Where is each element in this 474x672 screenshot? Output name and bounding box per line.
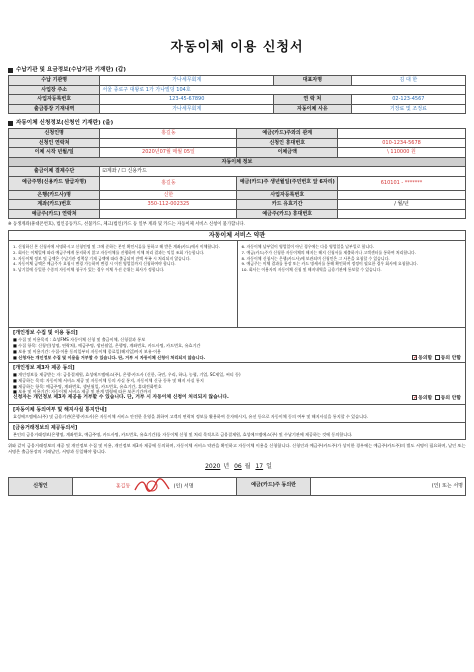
consent-item: ■ 제공하는 목적: 자동이체 서비스 제공 및 자동이체 동의 사실 통지, 자동이체 신규 등록 및 해지 사실 통지 [13,377,204,383]
collector-info-table [8,75,466,114]
section-1-heading: 수납기관 및 요금정보(수납기관 기재란) (갑) [8,66,466,75]
third-party-consent-heading: [개인정보 제3자 제공 동의] [13,365,75,372]
notice-block [8,405,466,423]
handwritten-signature-icon [132,478,172,494]
bank-value[interactable]: 신한 [100,190,237,200]
bank-label: 은행(카드사)명 [9,190,100,200]
date-year[interactable]: 2020 [205,463,221,470]
date-month[interactable]: 06 [234,463,242,470]
notice-heading: [자동이체 동의여부 및 해지사실 통지안내] [13,406,107,413]
holder-sign-label: 예금(카드)주 동의란 [237,477,310,495]
reason-label: 자동이체 사유 [274,104,352,114]
ceo-label: 대표자명 [274,76,352,86]
consent-item: ■ 보유 및 이용기간: 수집·이용 동의일부터 자동이체 종료일(해지일)까지 보유·이용 [13,348,161,354]
consent-item: ■ 수집 항목: 신청인(성명, 연락처), 예금주명, 생년월일, 은행명, 계좌번호, 카드사명, 카드번호, 유효기간 [13,343,201,349]
start-date-value[interactable]: 2020년07월 매월 05일 [100,148,237,158]
address-label: 사업장 주소 [9,85,100,95]
financial-info-block [8,423,466,441]
term-item: 4. 자동이체 금액은 예금주가 요청시 변경 가능하며 변경 시 이전 영업일까지 신청하여야 합니다. [13,261,176,267]
applicant-sign-field[interactable] [72,477,237,495]
term-item: 5. 납기일에 동일한 수종의 자동이체 청구가 있는 경우 이체 우선 순위는 회사가 정합니다. [13,266,165,272]
account-label: 계좌(카드)번호 [9,200,100,210]
third-party-disagree-checkbox[interactable] [435,395,440,400]
contact-value[interactable]: 02-123-4567 [351,95,465,105]
biz-number-value[interactable]: 123-45-67890 [100,95,274,105]
closing-statement: 위와 같이 금융거래정보의 제공 및 개인정보 수집 및 이용, 개인정보 제3자 제공에 동의하며, 자동이체 서비스 약관을 확인하고 자동이체 이용을 신청합니다. 신청인과 예금주(카드주)가 상이한 경우에는 예금주(카드주)의 별도 서명이 필요하며, 날인 또는 서명은 출금통장의 거래날인, 서명과 동일해야 합니다. [8,443,466,455]
holder-phone-label: 예금주(카드) 연락처 [9,209,100,219]
applicant-phone-label: 신청인 연락처 [9,138,100,148]
square-bullet-icon [8,121,13,126]
financial-info-text: 본인의 금융거래정보(은행명, 계좌번호, 예금주명, 카드사명, 카드번호, 유효기간)를 자동이체 신청 및 처리 목적으로 금융결제원, 효성에프엠에스(주) 및 수납기관에 제공하는 것에 동의합니다. [13,431,353,437]
terms-right-column [237,241,466,327]
relation-value[interactable] [338,129,466,139]
consent-item: ■ 제공하는 항목: 예금주명, 계좌번호, 생년월일, 카드번호, 유효기간, 휴대전화번호 [13,383,162,389]
biz-reg-label: 사업자등록번호 [237,190,338,200]
consent-item: ■ 보유 및 이용기간: 자동이체 서비스 제공 및 관계 법령에 따른 보존기간까지 [13,389,152,395]
date-day[interactable]: 17 [255,463,264,470]
holder-mobile-label: 예금주(카드) 휴대번호 [237,209,338,219]
holder-phone-value[interactable] [100,209,237,219]
applicant-sign-suffix: (인) 서명 [173,483,194,490]
amount-label: 이체금액 [237,148,338,158]
holder-sign-field[interactable]: (인) 또는 서명 [310,477,465,495]
privacy-consent-heading: [개인정보 수집 및 이용 동의] [13,330,78,337]
signature-table [8,477,466,496]
holder-name-value[interactable]: 홍길동 [100,176,237,190]
transfer-info-bar: 자동이체 정보 [9,157,466,167]
statement-value[interactable]: 가나세무회계 [100,104,274,114]
term-item: 1. 신청하신 본 신청서에 서명하시고 신청인명 및 그에 준하는 본인 확인서류를 통하고 해 받은 계좌(카드)에서 이체합니다. [13,244,220,250]
ceo-value[interactable]: 김 대 한 [351,76,465,86]
square-bullet-icon [8,68,13,73]
method-value[interactable]: ☑계좌 / ☐ 신용카드 [100,167,466,177]
third-party-consent-block [8,363,466,405]
restriction-note: ※ 동생계좌(휴대폰번호), 법인공동카드, 선불카드, 체크(법인)카드 등 일부 계좌 및 카드는 자동이체 서비스 신청이 불가합니다. [8,222,245,227]
applicant-name-label: 신청인명 [9,129,100,139]
collector-name-value[interactable]: 가나세무회계 [100,76,274,86]
privacy-consent-block [8,328,466,363]
consent-item: ■ 신청자는 개인정보 수집 및 이용을 거부할 수 있습니다. 단, 거부 시 자동이체 신청이 처리되지 않습니다. ✔동의함 동의 안함 [13,354,461,361]
financial-info-heading: [금융거래정보의 제공동의서] [13,424,78,431]
holder-mobile-value[interactable] [338,209,466,219]
notice-text: 효성에프엠에스(주) 및 금융기관(은행·카드사)은 자동이체 서비스 안전한 운영을 위하여 고객의 연락처 정보를 활용하여 문자메시지, 유선 등으로 자동이체 동의 여부 및 해지사실을 통지할 수 있습니다. [13,413,369,419]
applicant-name-value[interactable]: 홍길동 [100,129,237,139]
applicant-info-table [8,128,466,219]
term-item: 9. 예금주는 이체 결과를 통장 또는 카드 명세서를 통해 확인하며 정정이 필요한 경우 회사에 요청합니다. [241,261,418,267]
card-valid-value[interactable]: / 월/년 [338,200,466,210]
method-label: 출금이체 결제수단 [9,167,100,177]
term-item: 3. 자동이체 정보 및 금액은 수납기관 정책상 기재 금액에 따라 출금되며 잔액 부족 시 처리되지 않습니다. [13,255,191,261]
privacy-disagree-checkbox[interactable] [435,355,440,360]
holder-name-label: 예금주명(신용카드 발급자명) [9,176,100,190]
terms-box [8,230,466,328]
holder-birth-value[interactable]: 610101 - ******* [338,176,466,190]
applicant-mobile-label: 신청인 휴대번호 [237,138,338,148]
terms-title: 자동이체 서비스 약관 [9,231,465,241]
statement-label: 출금통장 기재내역 [9,104,100,114]
reason-value[interactable]: 기장료 및 조정료 [351,104,465,114]
amount-value[interactable]: \ 110000 원 [338,148,466,158]
term-item: 6. 자동이체 납부일이 영업일이 아닌 경우에는 다음 영업일을 납부일로 합니다. [241,244,375,250]
start-date-label: 이체 시작 년월/일 [9,148,100,158]
contact-label: 연 락 처 [274,95,352,105]
card-valid-label: 카드 유효기간 [237,200,338,210]
consent-item: ■ 개인정보를 제공받는 자: 금융결제원, 효성에프엠에스(주), 은행·카드사 (신한, 국민, 우리, 하나, 농협, 기업, SC제일, 씨티 등) [13,372,241,378]
page-title: 자동이체 이용 신청서 [170,40,304,55]
section-2-heading: 자동이체 신청정보(신청인 기재란) (을) [8,119,466,128]
terms-left-column [9,241,237,327]
third-party-agree-checkbox[interactable]: ✔ [413,396,418,402]
relation-label: 예금(카드)주와의 관계 [237,129,338,139]
third-party-agree-options: ✔동의함 동의 안함 [413,396,461,402]
third-party-refusal-line: 신청자는 개인정보 제3자 제공을 거부할 수 있습니다. 단, 거부 시 자동이체 신청이 처리되지 않습니다. ✔동의함 동의 안함 [13,395,461,402]
privacy-agree-checkbox[interactable]: ✔ [413,355,418,361]
applicant-sign-label: 신청인 [9,477,73,495]
address-value[interactable]: 서울 종로구 대왕로 1가 가나빌딩 104호 [100,85,466,95]
holder-birth-label: 예금(카드)주 생년월일(주민번호 앞 6자리) [237,176,338,190]
applicant-sign-name: 홍길동 [115,483,131,490]
term-item: 10. 회사는 이용자의 자동이체 신청 및 해지내역을 금융기관에 통보할 수 있습니다. [241,266,382,272]
account-value[interactable]: 350-112-002325 [100,200,237,210]
collector-name-label: 수납 기관명 [9,76,100,86]
term-item: 8. 자동이체 신청서는 은행(카드사)에 보관되며 신청인은 그 사본을 요청할 수 있습니다. [241,255,390,261]
biz-number-label: 사업자등록번호 [9,95,100,105]
term-item: 2. 회사는 이체일에 따라 예금주에게 통지하지 않고 자동이체를 진행하며 이체 처리 결과는 익일 조회 가능합니다. [13,250,205,256]
biz-reg-value[interactable] [338,190,466,200]
applicant-mobile-value[interactable]: 010-1234-5678 [338,138,466,148]
applicant-phone-value[interactable] [100,138,237,148]
privacy-agree-options: ✔동의함 동의 안함 [413,355,461,361]
consent-item: ■ 수집 및 이용목적 : 효성FMS 자동이체 신청 및 출금이체, 신청결과 통보 [13,337,146,343]
term-item: 7. 예금(카드)주가 신청한 자동이체의 해지는 해지 신청서를 제출하거나 고객센터를 통하여 처리합니다. [241,250,416,256]
application-date: 2020 년 06 월 17 일 [8,463,466,471]
